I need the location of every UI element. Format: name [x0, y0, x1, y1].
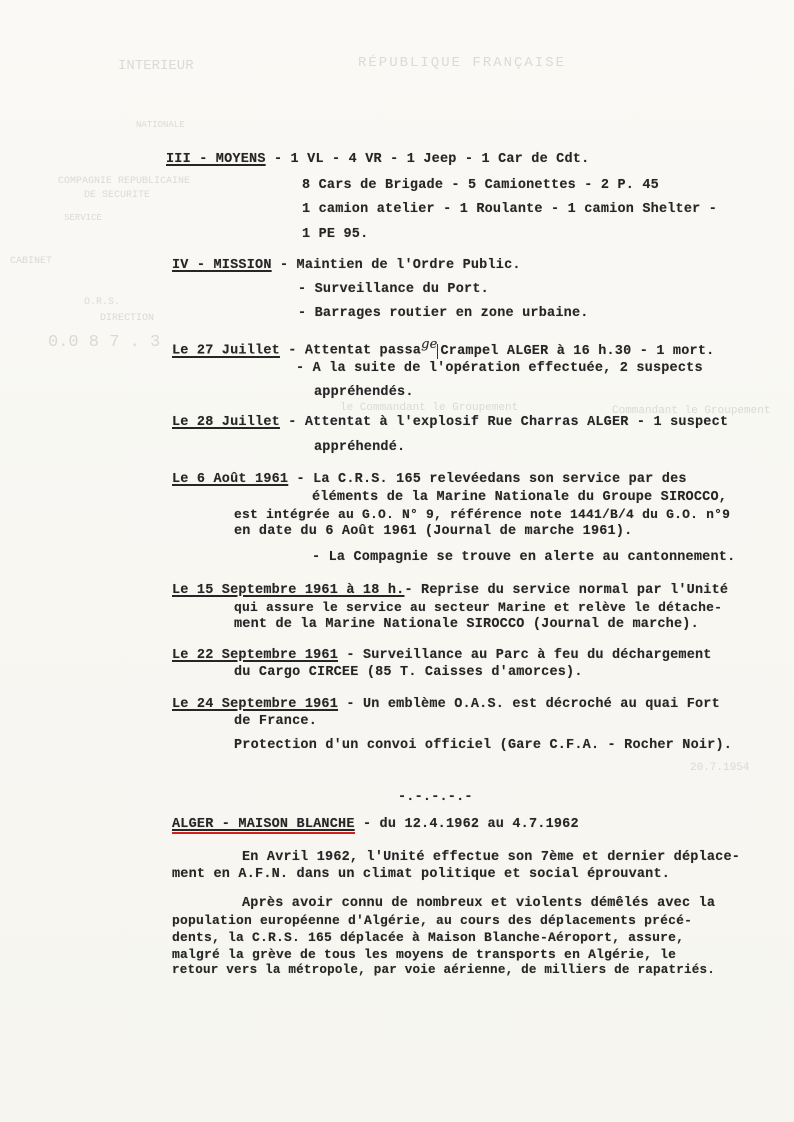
ghost-header-left-2: NATIONALE: [136, 120, 185, 130]
entry-6-aout-line-2: éléments de la Marine Nationale du Groupe SIROCCO,: [312, 490, 728, 505]
section-4-line-1: - Maintien de l'Ordre Public.: [279, 258, 521, 273]
entry-27-juillet-line-3: appréhendés.: [314, 385, 414, 400]
alger-paragraph-2-line-3: dents, la C.R.S. 165 déplacée à Maison Blanche-Aéroport, assure,: [172, 930, 685, 945]
entry-6-aout-line-1: - La C.R.S. 165 relevéedans son service par des: [296, 472, 687, 487]
ghost-left-4: DE SECURITE: [84, 190, 151, 201]
entry-28-juillet: [172, 415, 728, 430]
ghost-header-center: RÉPUBLIQUE FRANÇAISE: [358, 55, 567, 71]
ghost-left-3: COMPAGNIE REPUBLICAINE: [58, 176, 191, 187]
entry-24-septembre: [172, 697, 720, 712]
section-3-label: [166, 152, 589, 167]
alger-paragraph-2-line-2: population européenne d'Algérie, au cours des déplacements précé-: [172, 913, 693, 928]
entry-24-septembre-line-3: Protection d'un convoi officiel (Gare C.F.A. - Rocher Noir).: [234, 738, 733, 753]
entry-24-septembre-line-2: de France.: [234, 714, 318, 729]
alger-heading: [172, 817, 579, 832]
entry-24-septembre-date: Le 24 Septembre 1961: [172, 697, 339, 712]
entry-6-aout-date: Le 6 Août 1961: [172, 472, 289, 487]
ghost-left-5: SERVICE: [64, 213, 102, 223]
entry-6-aout-line-4: en date du 6 Août 1961 (Journal de marche 1961).: [234, 524, 633, 539]
entry-28-juillet-line-2: appréhendé.: [314, 440, 406, 455]
alger-title: ALGER - MAISON BLANCHE: [172, 817, 355, 832]
entry-28-juillet-line-1: - Attentat à l'explosif Rue Charras ALGER - 1 suspect: [288, 415, 729, 430]
ghost-left-8: DIRECTION: [100, 313, 155, 324]
entry-27-juillet-date: Le 27 Juillet: [172, 343, 280, 359]
entry-27-juillet-line-1b: Crampel ALGER à 16 h.30 - 1 mort.: [437, 344, 714, 359]
entry-27-juillet: [172, 337, 714, 359]
entry-28-juillet-date: Le 28 Juillet: [172, 415, 280, 430]
section-4-label: [172, 258, 521, 273]
entry-15-septembre-date: Le 15 Septembre 1961 à 18 h.: [172, 583, 405, 598]
entry-22-septembre-line-2: du Cargo CIRCEE (85 T. Caisses d'amorces).: [234, 665, 583, 680]
ghost-stamp-number: 0.0 8 7 . 3: [48, 333, 161, 352]
ghost-right-1: le Commandant le Groupement: [340, 402, 519, 414]
alger-paragraph-1-line-1: En Avril 1962, l'Unité effectue son 7ème et dernier déplace-: [242, 850, 741, 865]
alger-paragraph-1-line-2: ment en A.F.N. dans un climat politique et social éprouvant.: [172, 867, 671, 882]
section-separator: -.-.-.-.-: [398, 790, 473, 805]
section-3-title: III - MOYENS: [166, 152, 266, 167]
section-3-line-3: 1 camion atelier - 1 Roulante - 1 camion Shelter -: [302, 202, 718, 217]
entry-15-septembre-line-1: - Reprise du service normal par l'Unité: [404, 583, 729, 598]
entry-27-juillet-line-1a: - Attentat passa: [288, 343, 422, 359]
ghost-header-left-1: INTERIEUR: [118, 58, 194, 74]
alger-paragraph-2-line-4: malgré la grève de tous les moyens de transports en Algérie, le: [172, 947, 677, 962]
entry-22-septembre: [172, 648, 712, 663]
entry-24-septembre-line-1: - Un emblème O.A.S. est décroché au quai Fort: [346, 697, 720, 712]
ghost-left-6: CABINET: [10, 256, 53, 267]
handwritten-correction: ge: [421, 337, 438, 352]
entry-22-septembre-date: Le 22 Septembre 1961: [172, 648, 339, 663]
entry-27-juillet-line-2: - A la suite de l'opération effectuée, 2 suspects: [296, 361, 703, 376]
entry-6-aout-line-3: est intégrée au G.O. N° 9, référence note 1441/B/4 du G.O. n°9: [234, 507, 731, 522]
section-3-line-1: - 1 VL - 4 VR - 1 Jeep - 1 Car de Cdt.: [273, 152, 590, 167]
ghost-right-2: Commandant le Groupement: [612, 405, 771, 417]
entry-6-aout-line-5: - La Compagnie se trouve en alerte au cantonnement.: [312, 550, 736, 565]
section-3-line-2: 8 Cars de Brigade - 5 Camionettes - 2 P. 45: [302, 178, 659, 193]
ghost-right-3: 20.7.1954: [690, 762, 750, 774]
section-3-line-4: 1 PE 95.: [302, 227, 369, 242]
alger-paragraph-2-line-1: Après avoir connu de nombreux et violents démêlés avec la: [242, 896, 716, 911]
section-4-line-3: - Barrages routier en zone urbaine.: [298, 306, 589, 321]
entry-15-septembre-line-3: ment de la Marine Nationale SIROCCO (Journal de marche).: [234, 617, 699, 632]
alger-paragraph-2-line-5: retour vers la métropole, par voie aérienne, de milliers de rapatriés.: [172, 963, 716, 977]
entry-6-aout: [172, 472, 687, 487]
entry-15-septembre-line-2: qui assure le service au secteur Marine et relève le détache-: [234, 600, 723, 615]
entry-15-septembre: [172, 583, 728, 598]
alger-dates: - du 12.4.1962 au 4.7.1962: [362, 817, 579, 832]
section-4-title: IV - MISSION: [172, 258, 272, 273]
ghost-left-7: O.R.S.: [84, 297, 121, 308]
section-4-line-2: - Surveillance du Port.: [298, 282, 489, 297]
entry-22-septembre-line-1: - Surveillance au Parc à feu du déchargement: [346, 648, 712, 663]
